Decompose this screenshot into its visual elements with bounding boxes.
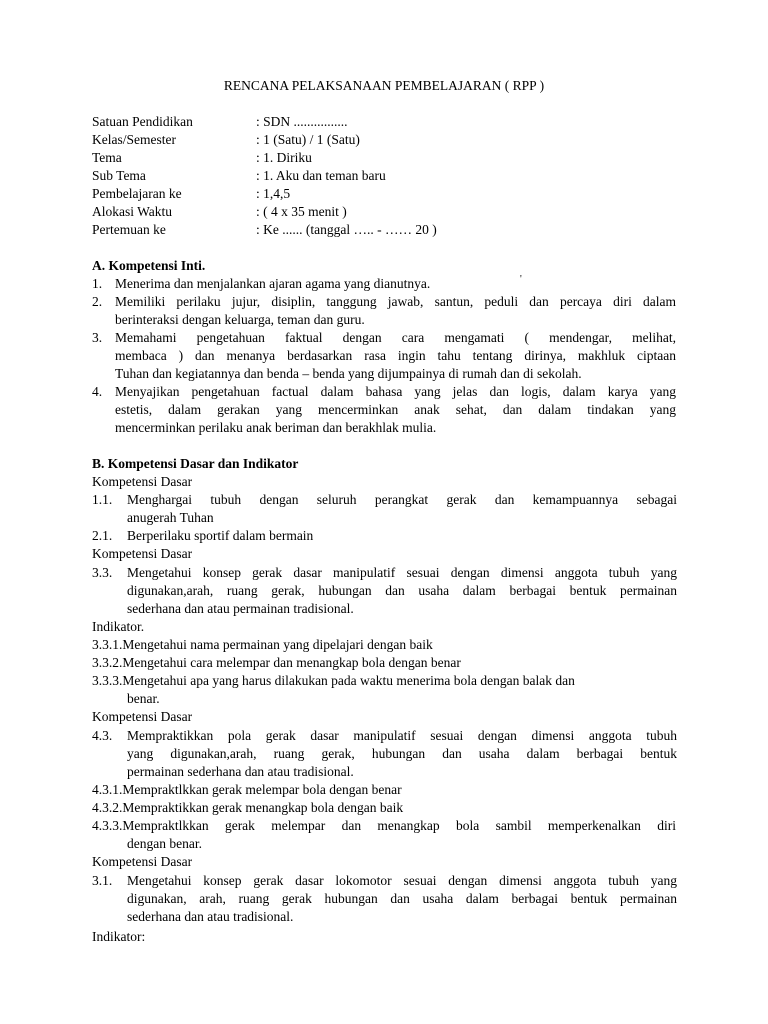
indikator-item: 3.3.2.Mengetahui cara melempar dan menangkap bola dengan benar	[92, 655, 461, 670]
kd-text: anugerah Tuhan	[127, 510, 214, 525]
identity-value: : 1 (Satu) / 1 (Satu)	[256, 132, 360, 147]
list-number: 2.	[92, 294, 103, 309]
kd-text: Mengetahui konsep gerak dasar lokomotor sesuai dengan dimensi anggota tubuh yang	[127, 873, 677, 888]
kd-label: Kompetensi Dasar	[92, 854, 193, 869]
identity-label: Satuan Pendidikan	[92, 114, 193, 129]
list-item-text: Memahami pengetahuan faktual dengan cara mengamati ( mendengar, melihat,	[115, 330, 676, 345]
kd-label: Kompetensi Dasar	[92, 709, 193, 724]
kd-text: Berperilaku sportif dalam bermain	[127, 528, 314, 543]
list-item-text: membaca ) dan menanya berdasarkan rasa ingin tahu tentang dirinya, makhluk ciptaan	[115, 348, 676, 363]
kd-number: 2.1.	[92, 528, 113, 543]
indikator-label: Indikator:	[92, 929, 146, 944]
kd-text: sederhana dan atau tradisional.	[127, 909, 294, 924]
list-item-text: Memiliki perilaku jujur, disiplin, tanggung jawab, santun, peduli dan percaya diri dalam	[115, 294, 676, 309]
indikator-item: 4.3.2.Mempraktikkan gerak menangkap bola dengan baik	[92, 800, 404, 815]
identity-value: : 1. Aku dan teman baru	[256, 168, 386, 183]
stray-mark: '	[520, 274, 522, 285]
identity-label: Sub Tema	[92, 168, 146, 183]
identity-value: : SDN ................	[256, 114, 348, 129]
identity-value: : 1,4,5	[256, 186, 291, 201]
page-title: RENCANA PELAKSANAAN PEMBELAJARAN ( RPP )	[223, 78, 545, 93]
list-item-text: mencerminkan perilaku anak beriman dan berakhlak mulia.	[115, 420, 437, 435]
section-b-heading: B. Kompetensi Dasar dan Indikator	[92, 456, 299, 471]
kd-text: sederhana dan atau permainan tradisional.	[127, 601, 354, 616]
identity-label: Alokasi Waktu	[92, 204, 173, 219]
indikator-item: 3.3.1.Mengetahui nama permainan yang dipelajari dengan baik	[92, 637, 433, 652]
identity-value: : 1. Diriku	[256, 150, 312, 165]
identity-label: Pertemuan ke	[92, 222, 166, 237]
kd-number: 3.3.	[92, 565, 113, 580]
kd-text: Mempraktikkan pola gerak dasar manipulatif sesuai dengan dimensi anggota tubuh	[127, 728, 677, 743]
identity-label: Tema	[92, 150, 122, 165]
list-number: 4.	[92, 384, 103, 399]
list-number: 3.	[92, 330, 103, 345]
indikator-label: Indikator.	[92, 619, 145, 634]
kd-text: yang digunakan,arah, ruang gerak, hubungan dan usaha dalam berbagai bentuk	[127, 746, 677, 761]
list-item-text: Menyajikan pengetahuan factual dalam bahasa yang jelas dan logis, dalam karya yang	[115, 384, 676, 399]
indikator-item: 4.3.3.Mempraktlkkan gerak melempar dan menangkap bola sambil memperkenalkan diri	[92, 818, 676, 833]
kd-text: permainan sederhana dan atau tradisional.	[127, 764, 354, 779]
list-item-text: Menerima dan menjalankan ajaran agama yang dianutnya.	[115, 276, 431, 291]
list-item-text: Tuhan dan kegiatannya dan benda – benda yang dijumpainya di rumah dan di sekolah.	[115, 366, 582, 381]
kd-number: 1.1.	[92, 492, 113, 507]
kd-text: Mengetahui konsep gerak dasar manipulatif sesuai dengan dimensi anggota tubuh yang	[127, 565, 677, 580]
indikator-item: 4.3.1.Mempraktlkkan gerak melempar bola dengan benar	[92, 782, 402, 797]
identity-value: : Ke ...... (tanggal ….. - …… 20 )	[256, 222, 437, 237]
kd-text: digunakan,arah, ruang gerak, hubungan dan usaha dalam berbagai bentuk permainan	[127, 583, 677, 598]
indikator-item: dengan benar.	[127, 836, 202, 851]
list-number: 1.	[92, 276, 103, 291]
kd-label: Kompetensi Dasar	[92, 546, 193, 561]
identity-value: : ( 4 x 35 menit )	[256, 204, 347, 219]
indikator-item: benar.	[127, 691, 160, 706]
list-item-text: berinteraksi dengan keluarga, teman dan guru.	[115, 312, 365, 327]
identity-label: Kelas/Semester	[92, 132, 176, 147]
kd-text: Menghargai tubuh dengan seluruh perangkat gerak dan kemampuannya sebagai	[127, 492, 677, 507]
kd-text: digunakan, arah, ruang gerak hubungan dan usaha dalam berbagai bentuk permainan	[127, 891, 677, 906]
section-a-heading: A. Kompetensi Inti.	[92, 258, 206, 273]
identity-label: Pembelajaran ke	[92, 186, 182, 201]
kd-number: 4.3.	[92, 728, 113, 743]
kd-label: Kompetensi Dasar	[92, 474, 193, 489]
list-item-text: estetis, dalam gerakan yang mencerminkan anak sehat, dan dalam tindakan yang	[115, 402, 676, 417]
kd-number: 3.1.	[92, 873, 113, 888]
indikator-item: 3.3.3.Mengetahui apa yang harus dilakukan pada waktu menerima bola dengan balak dan	[92, 673, 575, 688]
